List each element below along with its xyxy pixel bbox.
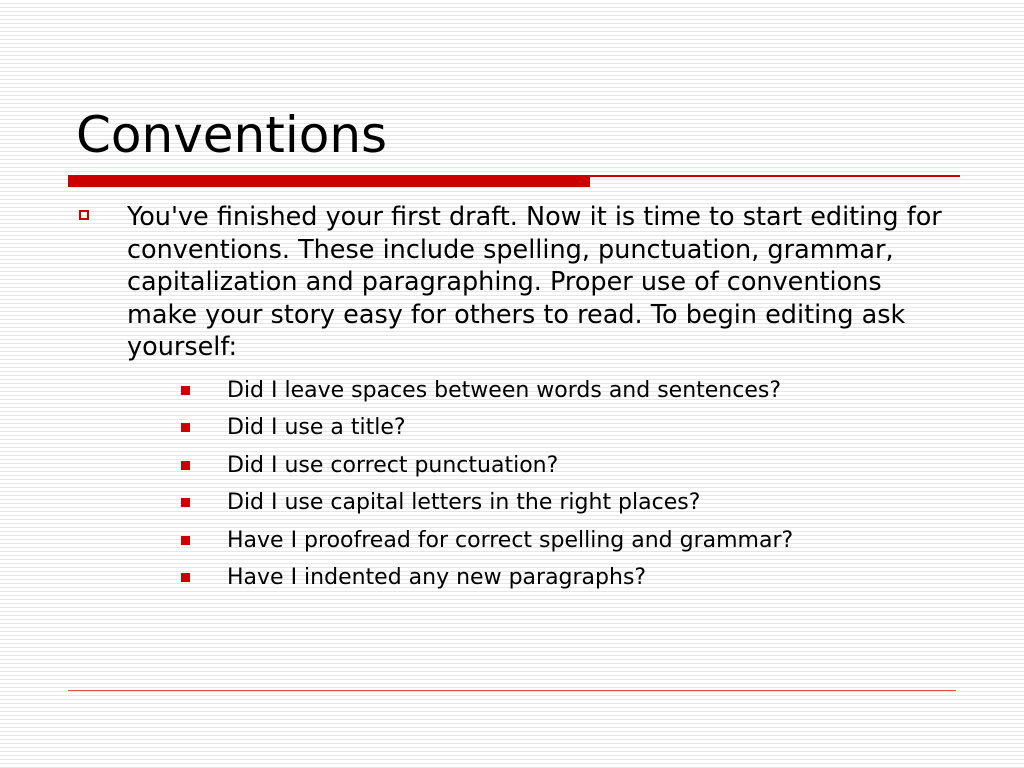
title-underline-thin	[590, 175, 960, 177]
sub-bullet-text: Did I use correct punctuation?	[227, 452, 559, 478]
sub-bullet-item	[127, 409, 956, 447]
sub-bullet-text: Did I use capital letters in the right places?	[227, 490, 701, 516]
slide-content	[76, 201, 956, 597]
sub-bullet-list	[127, 372, 956, 597]
slide-title: Conventions	[76, 106, 388, 164]
sub-bullet-item	[127, 447, 956, 485]
hollow-square-bullet-icon	[79, 210, 89, 220]
filled-square-bullet-icon	[181, 498, 190, 507]
filled-square-bullet-icon	[181, 461, 190, 470]
sub-bullet-text: Did I leave spaces between words and sentences?	[227, 377, 782, 403]
footer-divider	[68, 690, 956, 691]
sub-bullet-item	[127, 372, 956, 410]
filled-square-bullet-icon	[181, 423, 190, 432]
sub-bullet-text: Have I indented any new paragraphs?	[227, 565, 647, 591]
sub-bullet-item	[127, 522, 956, 560]
filled-square-bullet-icon	[181, 573, 190, 582]
title-underline-thick	[68, 175, 590, 187]
sub-bullet-item	[127, 559, 956, 597]
filled-square-bullet-icon	[181, 386, 190, 395]
sub-bullet-item	[127, 484, 956, 522]
filled-square-bullet-icon	[181, 536, 190, 545]
sub-bullet-text: Did I use a title?	[227, 415, 406, 441]
main-bullet-text: You've finished your first draft. Now it is time to start editing for conventions. These include spelling, punctuation, grammar, capitalization and paragraphing. Proper use of conventions make your story easy for others to read. To begin editing ask yourself:	[127, 202, 942, 363]
main-bullet	[76, 201, 956, 597]
sub-bullet-text: Have I proofread for correct spelling and grammar?	[227, 527, 794, 553]
